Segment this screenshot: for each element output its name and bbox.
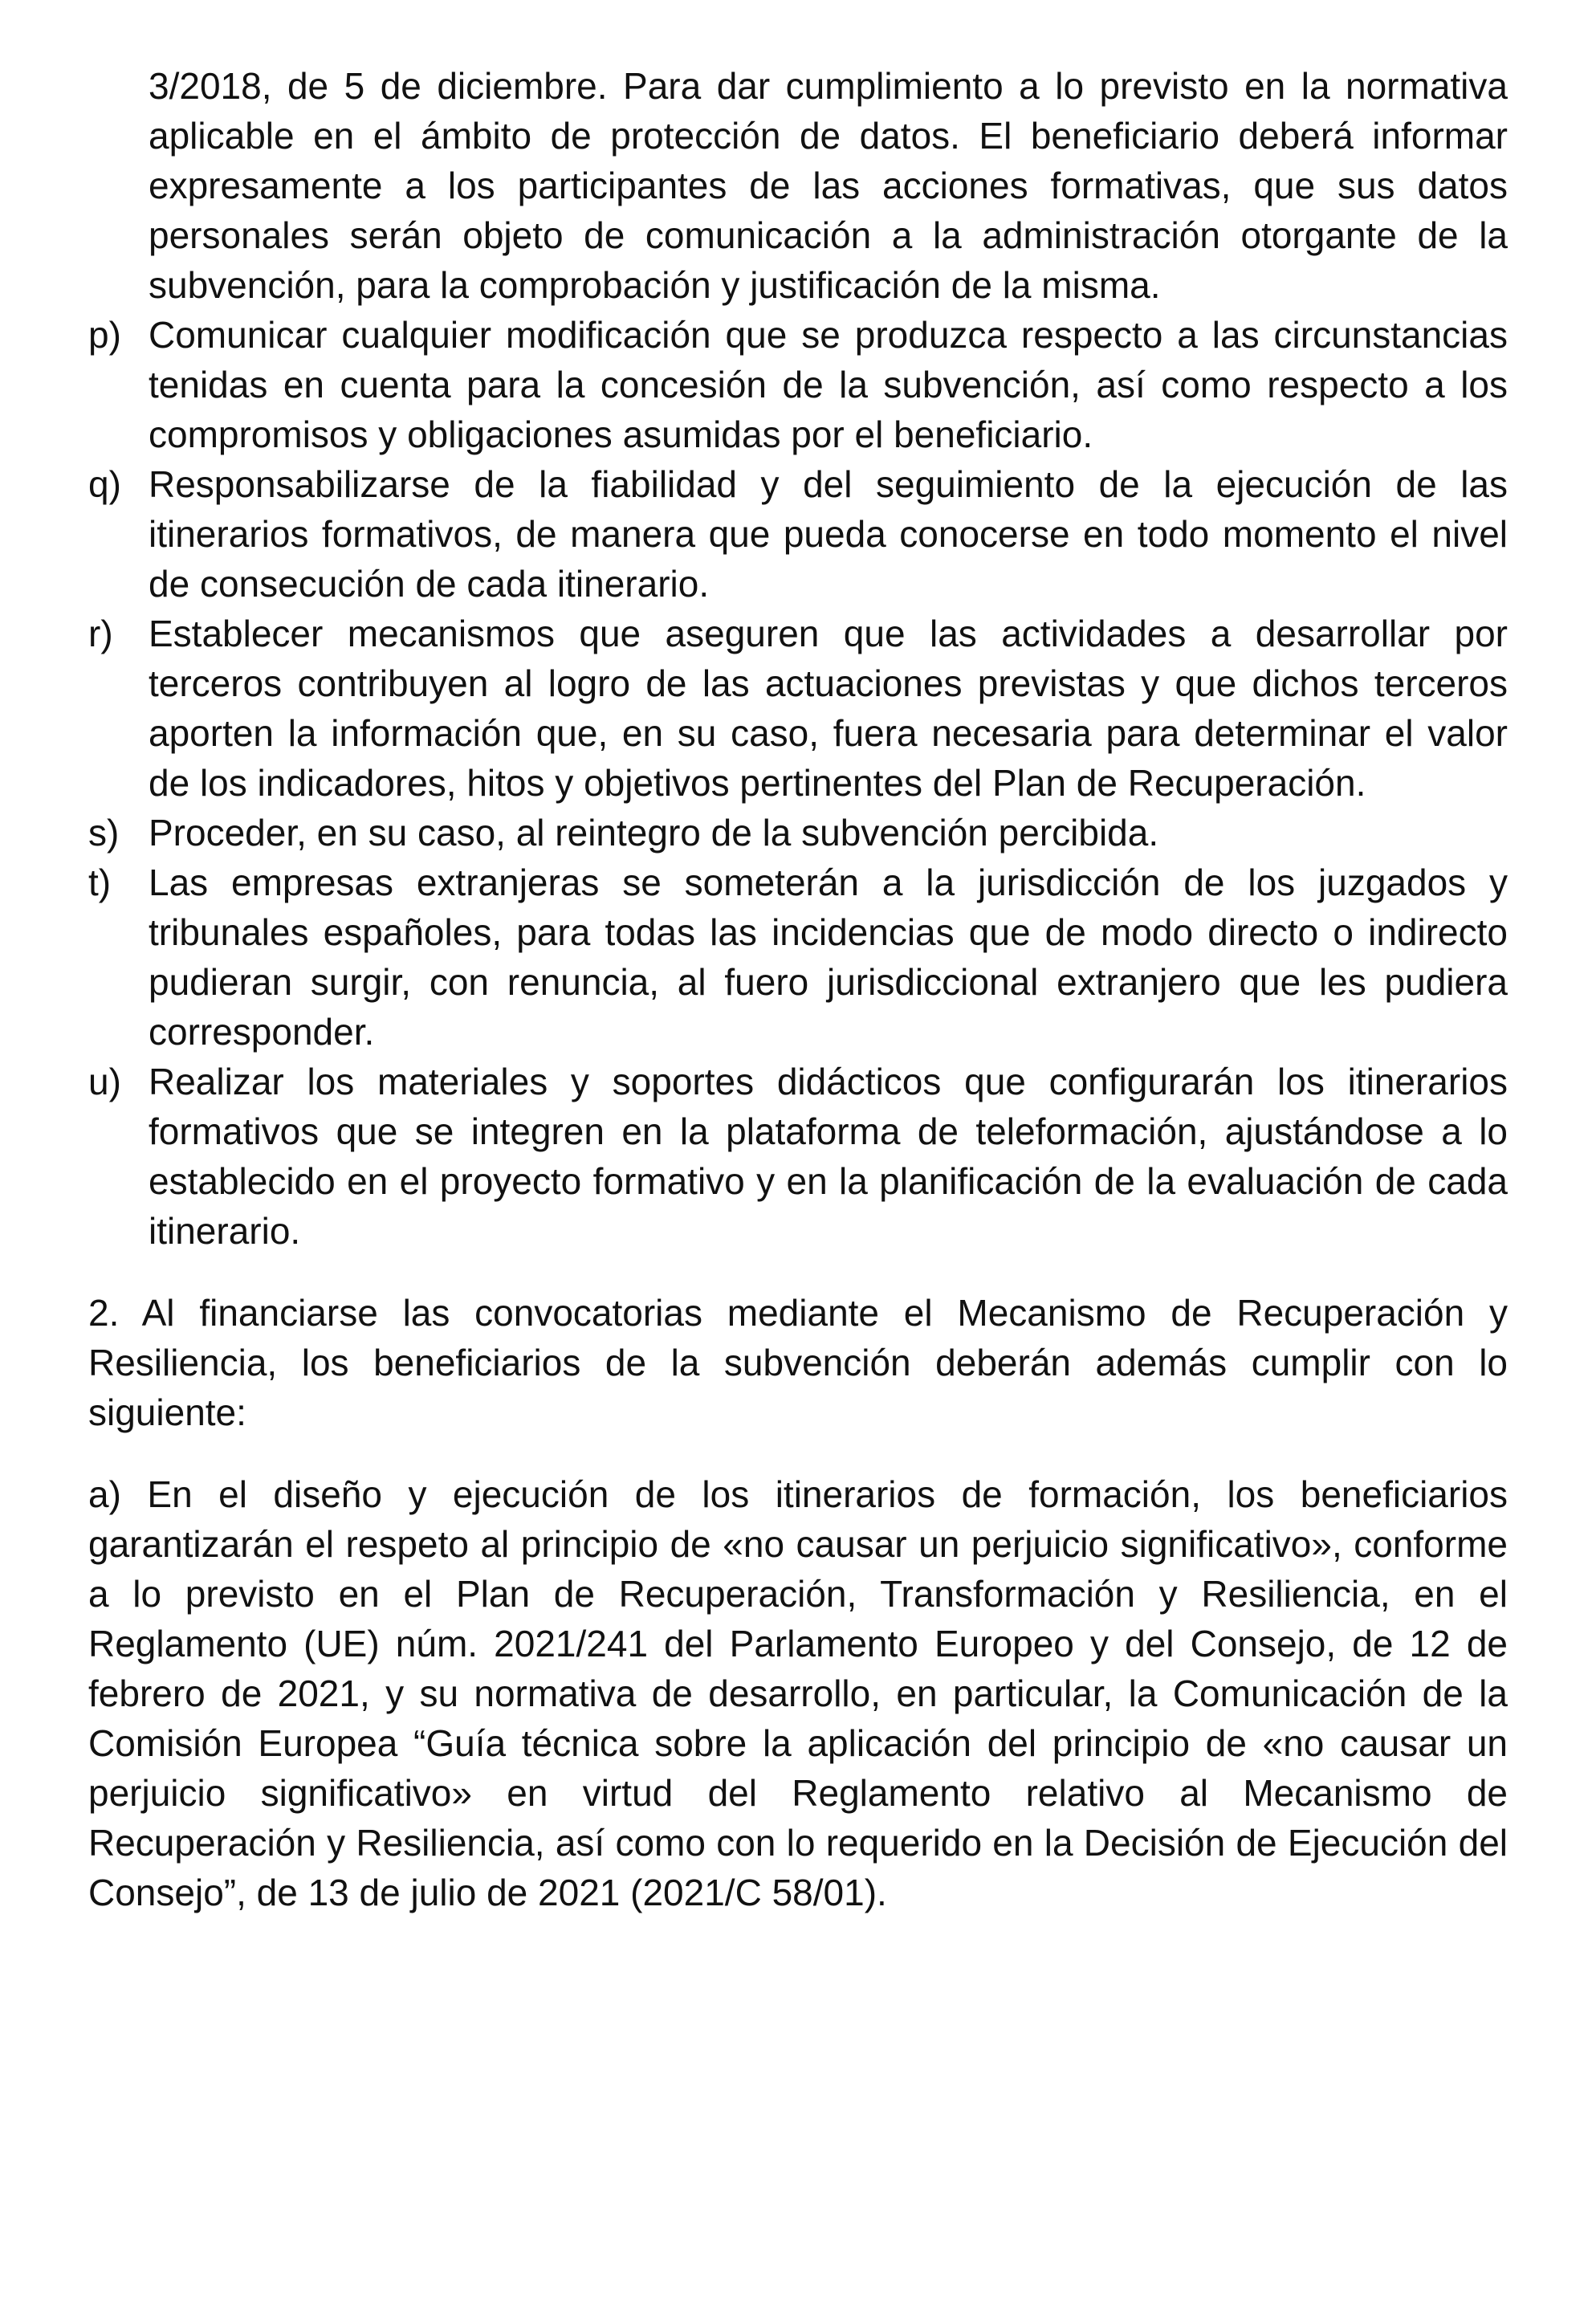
list-item-s (88, 808, 1508, 858)
list-text-r: Establecer mecanismos que aseguren que las actividades a desarrollar por terceros contribuyen al logro de las actuaciones previstas y que dichos terceros aporten la información que, en su caso, fuera necesaria para determinar el valor de los indicadores, hitos y objetivos pertinentes del Plan de Recuperación. (149, 613, 1508, 804)
list-item-r (88, 609, 1508, 808)
list-text-u: Realizar los materiales y soportes didácticos que configurarán los itinerarios formativos que se integren en la plataforma de teleformación, ajustándose a lo establecido en el proyecto formativo y en la planificación de la evaluación de cada itinerario. (149, 1061, 1508, 1252)
list-text-p: Comunicar cualquier modificación que se produzca respecto a las circunstancias tenidas en cuenta para la concesión de la subvención, así como respecto a los compromisos y obligaciones asumidas por el beneficiario. (149, 314, 1508, 455)
list-marker-p: p) (88, 314, 121, 356)
list-marker-q: q) (88, 463, 121, 505)
list-item-t (88, 858, 1508, 1057)
list-text-t: Las empresas extranjeras se someterán a la jurisdicción de los juzgados y tribunales españoles, para todas las incidencias que de modo directo o indirecto pudieran surgir, con renuncia, al fuero jurisdiccional extranjero que les pudiera corresponder. (149, 862, 1508, 1053)
continuation-paragraph: 3/2018, de 5 de diciembre. Para dar cumplimiento a lo previsto en la normativa aplicable en el ámbito de protección de datos. El beneficiario deberá informar expresamente a los participantes de las acciones formativas, que sus datos personales serán objeto de comunicación a la administración otorgante de la subvención, para la comprobación y justificación de la misma. (149, 65, 1508, 306)
paragraph-a-dnsh-principle: a) En el diseño y ejecución de los itinerarios de formación, los beneficiarios garantizarán el respeto al principio de «no causar un perjuicio significativo», conforme a lo previsto en el Plan de Recuperación, Transformación y Resiliencia, en el Reglamento (UE) núm. 2021/241 del Parlamento Europeo y del Consejo, de 12 de febrero de 2021, y su normativa de desarrollo, en particular, la Comunicación de la Comisión Europea “Guía técnica sobre la aplicación del principio de «no causar un perjuicio significativo» en virtud del Reglamento relativo al Mecanismo de Recuperación y Resiliencia, así como con lo requerido en la Decisión de Ejecución del Consejo”, de 13 de julio de 2021 (2021/C 58/01). (88, 1473, 1508, 1913)
list-text-s: Proceder, en su caso, al reintegro de la subvención percibida. (149, 812, 1159, 854)
obligations-list (88, 310, 1508, 1256)
list-marker-t: t) (88, 862, 112, 903)
list-marker-s: s) (88, 812, 120, 854)
document-body (88, 61, 1508, 1917)
list-marker-r: r) (88, 613, 113, 654)
list-text-q: Responsabilizarse de la fiabilidad y del seguimiento de la ejecución de las itinerarios formativos, de manera que pueda conocerse en todo momento el nivel de consecución de cada itinerario. (149, 463, 1508, 605)
list-item-p (88, 310, 1508, 459)
list-marker-u: u) (88, 1061, 121, 1102)
list-item-q (88, 459, 1508, 609)
list-item-u (88, 1057, 1508, 1256)
paragraph-2-financing: 2. Al financiarse las convocatorias mediante el Mecanismo de Recuperación y Resiliencia, los beneficiarios de la subvención deberán además cumplir con lo siguiente: (88, 1292, 1508, 1433)
